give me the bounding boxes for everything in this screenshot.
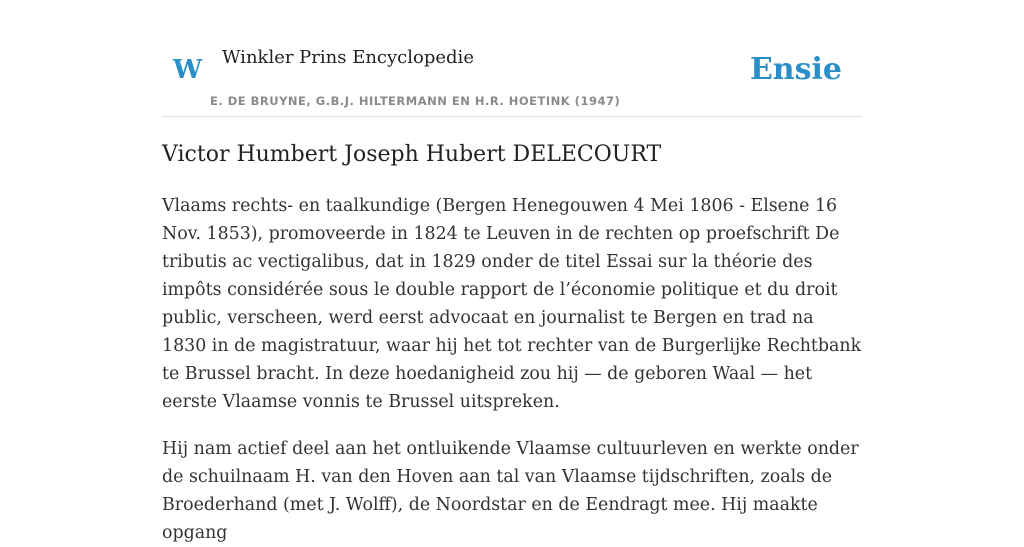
article-paragraph: Hij nam actief deel aan het ontluikende Vlaamse cultuurleven en werkte onder de schuilnaam H. van den Hoven aan tal van Vlaamse tijdschriften, zoals de Broederhand (met J. Wolff), de Noordstar en de Eendragt mee. Hij maakte opgang (162, 439, 859, 543)
source-header (162, 0, 862, 117)
page-container (162, 0, 862, 543)
source-authors: E. DE BRUYNE, G.B.J. HILTERMANN EN H.R. HOETINK (1947) (210, 94, 621, 108)
source-logo[interactable]: W (173, 55, 203, 85)
article-title: Victor Humbert Joseph Hubert DELECOURT (162, 142, 662, 167)
ensie-logo-link[interactable]: Ensie (749, 52, 842, 87)
article-paragraph: Vlaams rechts- en taalkundige (Bergen Henegouwen 4 Mei 1806 - Elsene 16 Nov. 1853), promoveerde in 1824 te Leuven in de rechten op proefschrift De tributis ac vectigalibus, dat in 1829 onder de titel Essai sur la théorie des impôts considérée sous le double rapport de l’économie politique et du droit public, verscheen, werd eerst advocaat en journalist te Bergen en trad na 1830 in de magistratuur, waar hij het tot rechter van de Burgerlijke Rechtbank te Brussel bracht. In deze hoedanigheid zou hij — de geboren Waal — het eerste Vlaamse vonnis te Brussel uitspreken. (162, 196, 862, 412)
source-title-link[interactable]: Winkler Prins Encyclopedie (222, 47, 474, 68)
